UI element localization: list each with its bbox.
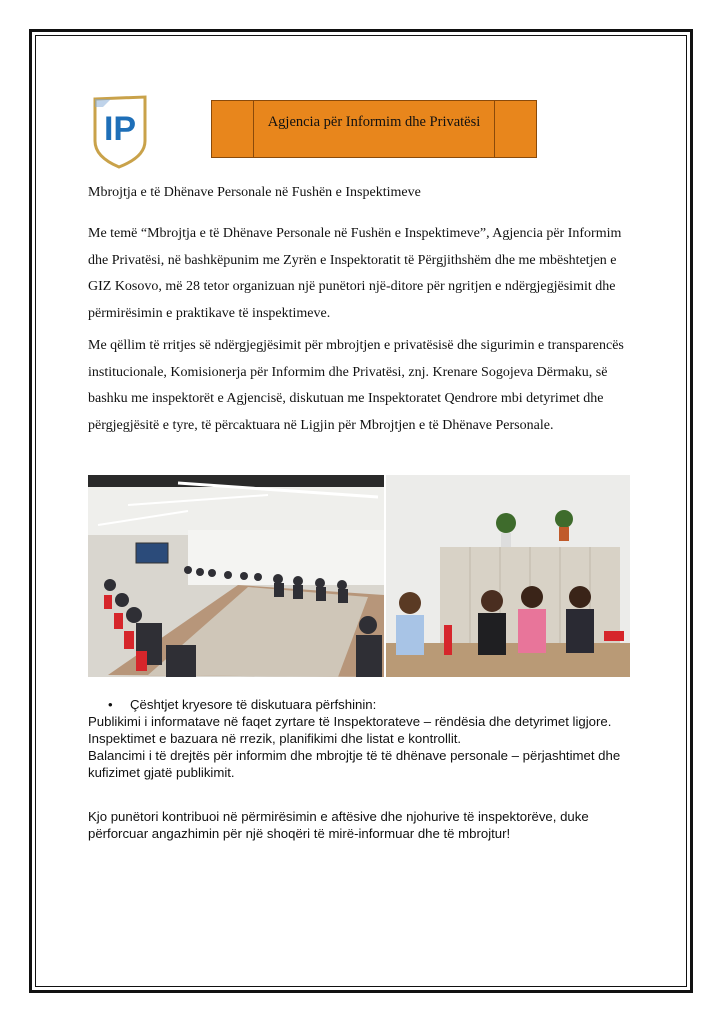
banner-title: Agjencia për Informim dhe Privatësi bbox=[267, 113, 481, 130]
banner-left-cell bbox=[212, 101, 254, 157]
issue-point-1: Publikimi i informatave në faqet zyrtare të Inspektorateve – rëndësia dhe detyrimet ligjore. bbox=[88, 714, 612, 729]
workshop-photos bbox=[88, 475, 630, 677]
issues-intro-item bbox=[88, 696, 648, 713]
issue-point-3: Balancimi i të drejtës për informim dhe mbrojtje të të dhënave personale – përjashtimet dhe kufizimet gjatë publikimit. bbox=[88, 748, 621, 780]
ip-logo bbox=[89, 95, 149, 169]
photo-conference-room bbox=[88, 475, 384, 677]
agency-banner bbox=[211, 100, 537, 158]
article-paragraph-2: Me qëllim të rritjes së ndërgjegjësimit për mbrojtjen e privatësisë dhe sigurimin e transparencës institucionale, Komisionerja për Informim dhe Privatësi, znj. Krenare Sogojeva Dërmaku, së bashku me inspektorët e Agjencisë, diskutuan me Inspektoratet Qendrore mbi detyrimet dhe përgjegjësitë e tyre, të përcaktuara në Ligjin për Mbrojtjen e të Dhënave Personale. bbox=[88, 338, 624, 433]
issue-point-2: Inspektimet e bazuara në rrezik, planifikimi dhe listat e kontrollit. bbox=[88, 731, 462, 746]
issues-intro: Çështjet kryesore të diskutuara përfshinin: bbox=[130, 697, 377, 712]
article-paragraph-1: Me temë “Mbrojtja e të Dhënave Personale në Fushën e Inspektimeve”, Agjencia për Informim dhe Privatësi, në bashkëpunim me Zyrën e Inspektoratit të Përgjithshëm dhe me mbështetjen e GIZ Kosovo, më 28 tetor organizuan një punëtori një-ditore për ngritjen e ndërgjegjësimit dhe përmirësimin e praktikave të inspektimeve. bbox=[88, 226, 622, 321]
logo-text: IP bbox=[103, 110, 137, 148]
bullet-dot: • bbox=[108, 697, 113, 712]
banner-right-cell bbox=[494, 101, 536, 157]
photo-panel bbox=[386, 475, 630, 677]
article-heading: Mbrojtja e të Dhënave Personale në Fushën e Inspektimeve bbox=[88, 185, 421, 200]
issues-section bbox=[88, 696, 648, 781]
closing-paragraph: Kjo punëtori kontribuoi në përmirësimin e aftësive dhe njohurive të inspektorëve, duke përforcuar angazhimin për një shoqëri të mirë-informuar dhe të mbrojtur! bbox=[88, 809, 589, 841]
